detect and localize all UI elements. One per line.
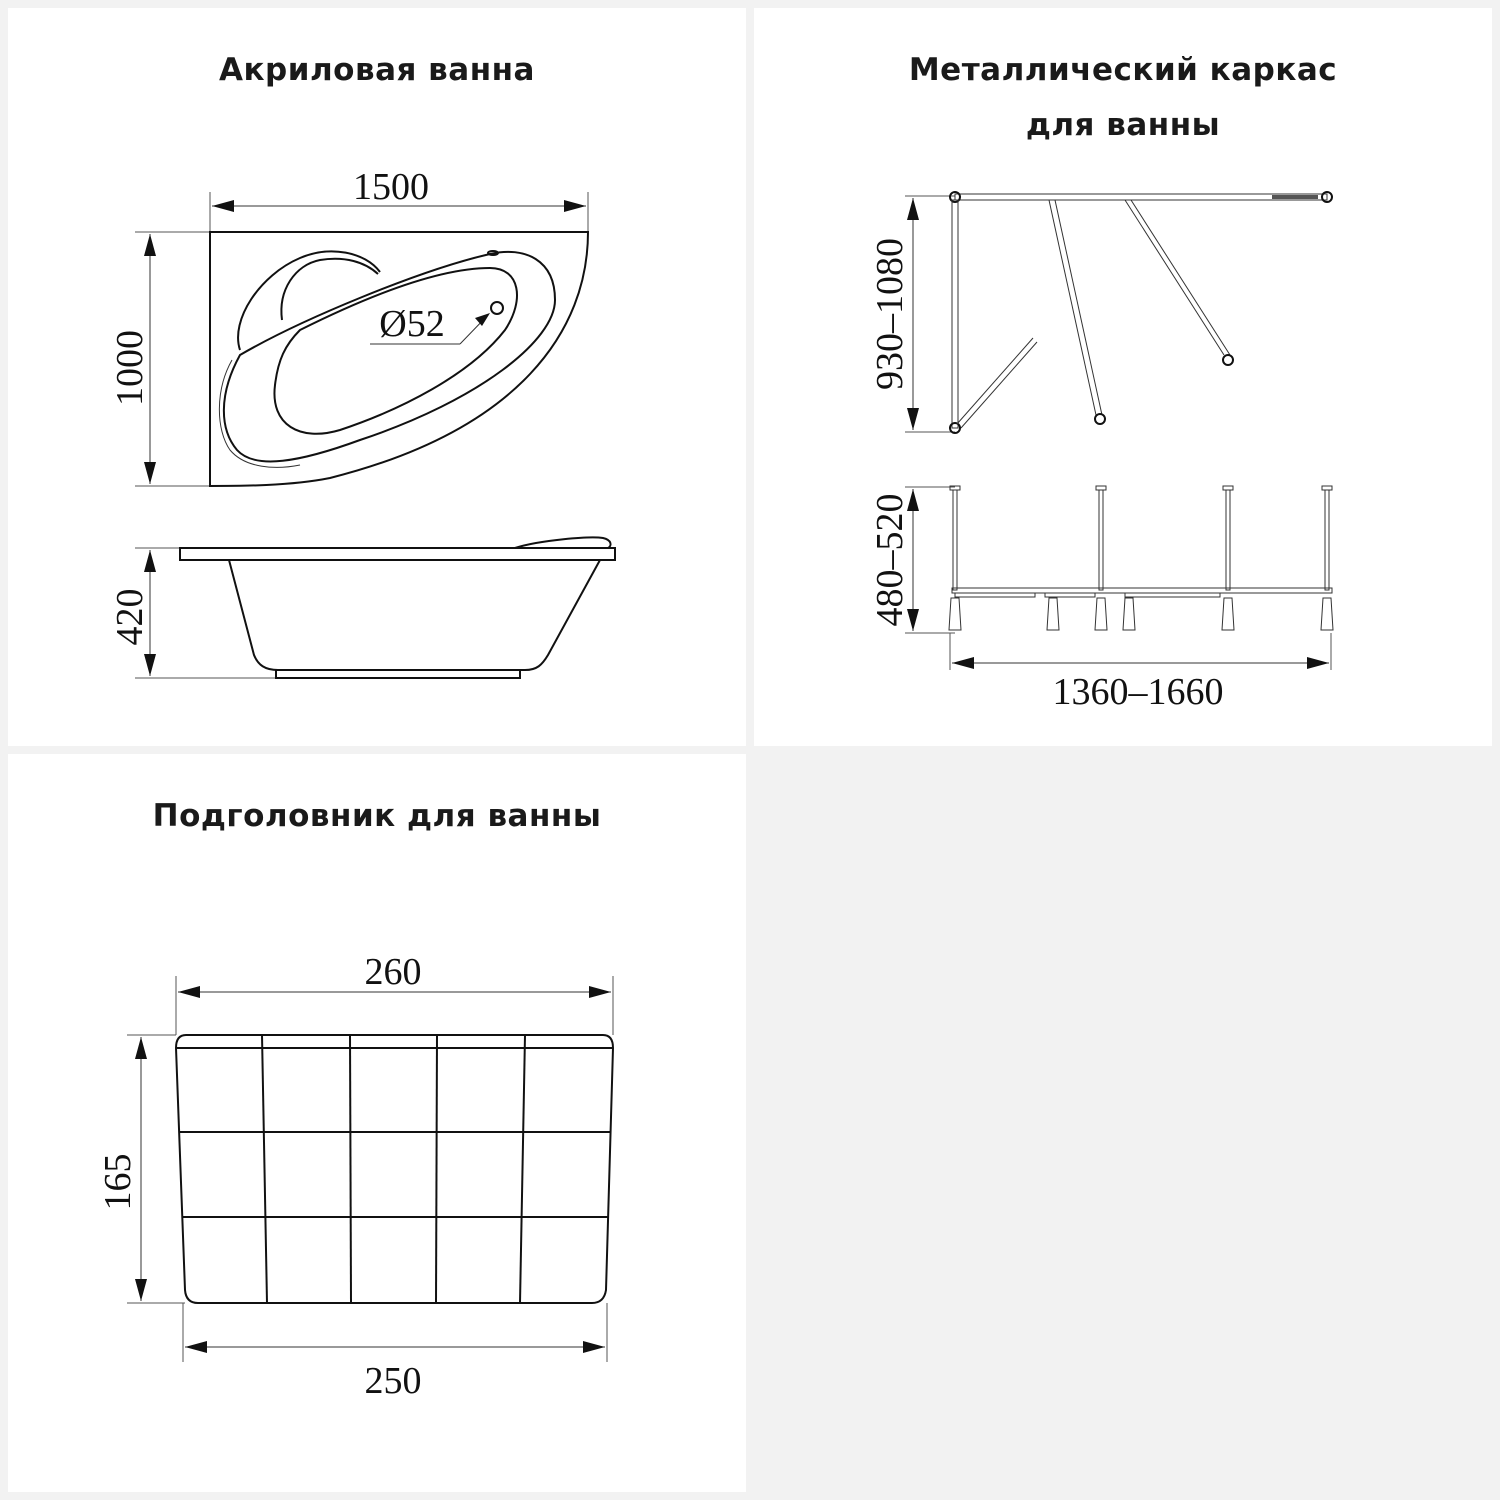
length-range-label: 1360–1660 [1052, 671, 1224, 713]
frame-title-line2: для ванны [1025, 107, 1221, 143]
headrest-panel [8, 754, 746, 1492]
height-label: 420 [109, 588, 151, 646]
height-label: 165 [97, 1153, 139, 1211]
top-width-label: 260 [364, 951, 422, 993]
width-label: 1500 [353, 166, 429, 208]
frame-drawing [754, 8, 1492, 746]
drain-diameter-label: Ø52 [379, 303, 445, 345]
bathtub-title: Акриловая ванна [219, 52, 535, 88]
depth-label: 1000 [109, 330, 151, 406]
bottom-width-label: 250 [364, 1360, 422, 1402]
frame-title-line1: Металлический каркас [908, 52, 1338, 88]
height-range-label: 480–520 [869, 493, 911, 627]
headrest-title: Подголовник для ванны [152, 798, 602, 834]
bathtub-drawing [8, 8, 746, 746]
frame-panel [754, 8, 1492, 746]
headrest-drawing [8, 754, 746, 1492]
depth-range-label: 930–1080 [869, 238, 911, 390]
width-dimension [109, 166, 615, 678]
bathtub-panel [8, 8, 746, 746]
